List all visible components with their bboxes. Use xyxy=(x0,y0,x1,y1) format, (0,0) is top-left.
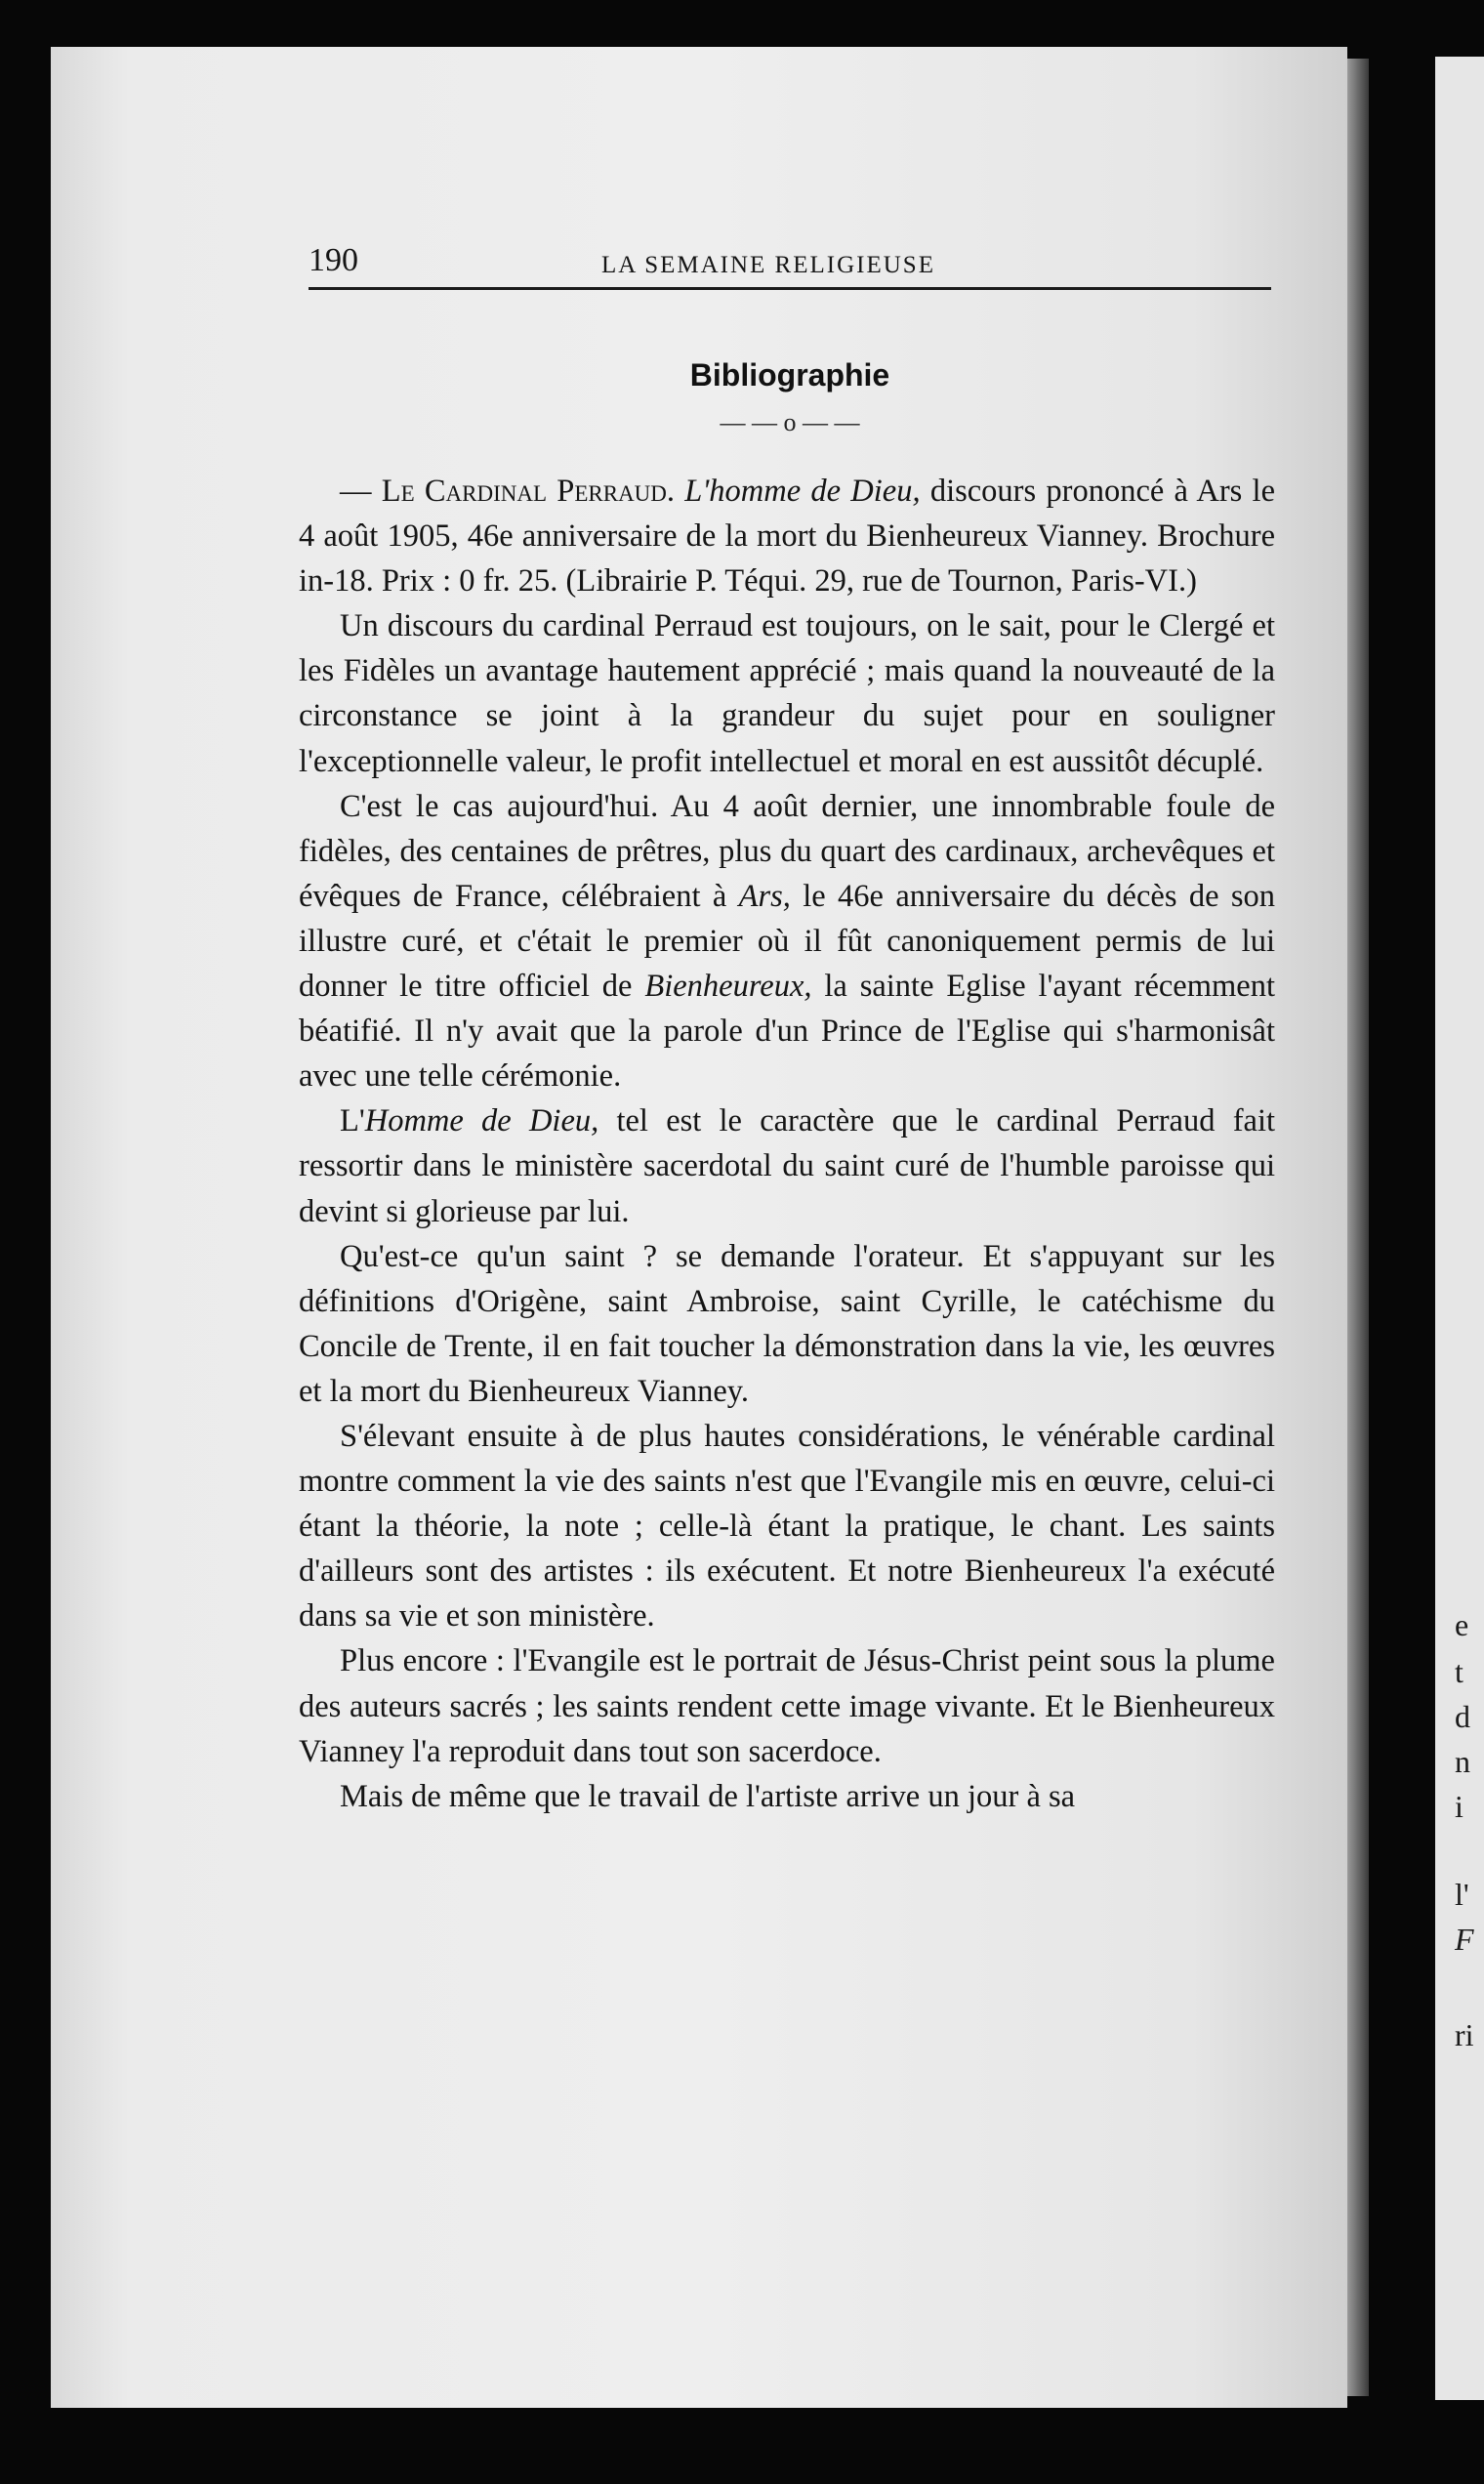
italic-term: Bienheureux, xyxy=(644,969,812,1005)
adjacent-page-letter: d xyxy=(1455,1699,1470,1734)
entry-author: Le Cardinal Perraud. xyxy=(381,474,676,509)
adjacent-page-letter: e xyxy=(1455,1607,1469,1642)
entry-title: L'homme de Dieu, xyxy=(684,474,921,509)
adjacent-page-letter: i xyxy=(1455,1789,1463,1824)
work-title: Homme de Dieu, xyxy=(364,1103,599,1139)
section-ornament: — — o — — xyxy=(720,408,860,436)
paragraph-text: C'est le cas aujourd'hui. Au 4 août dernier, une innombrable foule de fidèles, des centaines de prêtres, plus du quart des cardinaux, archevêques et évêques de France, célébraient à xyxy=(299,788,1275,914)
paragraph: Plus encore : l'Evangile est le portrait de Jésus-Christ peint sous la plume des auteurs sacrés ; les saints rendent cette image vivante. Et le Bienheureux Vianney l'a reproduit dans tout son sacerdoce. xyxy=(299,1643,1275,1769)
adjacent-page-letter: ri xyxy=(1455,2017,1474,2052)
paragraph xyxy=(299,1098,1275,1233)
adjacent-page-letter: t xyxy=(1455,1654,1463,1689)
paragraph-text: tel est le caractère que le cardinal Perraud fait ressortir dans le ministère sacerdotal du saint curé de l'humble paroisse qui devint si glorieuse par lui. xyxy=(299,1103,1276,1229)
adjacent-page-letter: F xyxy=(1455,1922,1474,1957)
paragraph-text: la sainte Eglise l'ayant récemment béatifié. Il n'y avait que la parole d'un Prince de l'Eglise qui s'harmonisât avec une telle cérémonie. xyxy=(299,969,1275,1095)
page-gutter-shadow xyxy=(1347,59,1369,2396)
page-number: 190 xyxy=(309,242,358,278)
journal-title: LA SEMAINE RELIGIEUSE xyxy=(601,252,935,278)
entry-dash: — xyxy=(340,474,382,509)
paragraph: Mais de même que le travail de l'artiste arrive un jour à sa xyxy=(340,1778,1076,1814)
section-title: Bibliographie xyxy=(689,357,890,393)
place-name: Ars, xyxy=(738,878,791,914)
article-body xyxy=(299,469,1275,1819)
adjacent-page-letter: n xyxy=(1455,1744,1470,1779)
bibliographic-entry xyxy=(299,469,1275,603)
entry-details: discours prononcé à Ars le 4 août 1905, 46e anniversaire de la mort du Bienheureux Vianney. Brochure in-18. Prix : 0 fr. 25. (Librairie P. Téqui. 29, rue de Tournon, Paris-VI.) xyxy=(299,474,1276,600)
adjacent-page-letter: l' xyxy=(1455,1877,1469,1912)
paragraph: Un discours du cardinal Perraud est toujours, on le sait, pour le Clergé et les Fidèles un avantage hautement apprécié ; mais quand la nouveauté de la circonstance se joint à la grandeur du sujet pour en souligner l'exceptionnelle valeur, le profit intellectuel et moral en est aussitôt décuplé. xyxy=(299,608,1275,779)
running-head xyxy=(309,242,1271,290)
paragraph-text: le 46e anniversaire du décès de son illustre curé, et c'était le premier où il fût canoniquement permis de lui donner le titre officiel de xyxy=(299,878,1276,1005)
paragraph xyxy=(299,784,1275,1099)
paragraph: Qu'est-ce qu'un saint ? se demande l'orateur. Et s'appuyant sur les définitions d'Origène, saint Ambroise, saint Cyrille, le catéchisme du Concile de Trente, il en fait toucher la démonstration dans la vie, les œuvres et la mort du Bienheureux Vianney. xyxy=(299,1238,1275,1409)
paragraph: S'élevant ensuite à de plus hautes considérations, le vénérable cardinal montre comment la vie des saints n'est que l'Evangile mis en œuvre, celui-ci étant la théorie, la note ; celle-là étant la pratique, le chant. Les saints d'ailleurs sont des artistes : ils exécutent. Et notre Bienheureux l'a exécuté dans sa vie et son ministère. xyxy=(299,1418,1275,1635)
paragraph-text: L' xyxy=(340,1103,365,1139)
